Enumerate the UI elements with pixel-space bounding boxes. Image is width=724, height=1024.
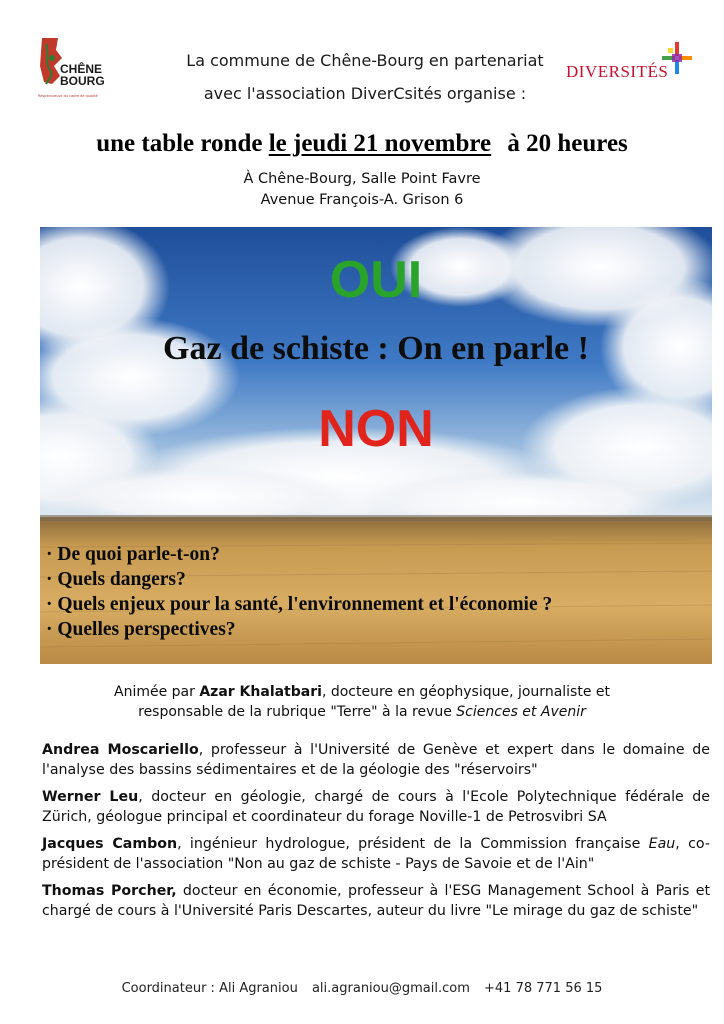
intro-line-2: avec l'association DiverCsités organise :: [203, 84, 527, 103]
coordinator-phone: +41 78 771 56 15: [484, 981, 603, 996]
speaker-name: Andrea Moscariello: [42, 742, 199, 758]
venue-line-2: Avenue François-A. Grison 6: [260, 192, 464, 208]
question-item: · Quels enjeux pour la santé, l'environnement et l'économie ?: [46, 594, 553, 615]
speaker-name: Jacques Cambon: [42, 836, 178, 852]
logo-text-chene: CHÊNE: [60, 62, 103, 76]
coordinator-line: [0, 981, 724, 996]
moderator-desc-1: , docteure en géophysique, journaliste et: [321, 684, 610, 700]
speaker-name: Thomas Porcher,: [42, 883, 177, 899]
coordinator-email[interactable]: ali.agraniou@gmail.com: [311, 981, 470, 996]
moderator-prefix: Animée par: [114, 684, 195, 700]
coordinator-name: Coordinateur : Ali Agraniou: [121, 981, 298, 996]
question-item: · Quelles perspectives?: [46, 619, 236, 640]
speaker-desc: docteur en économie, professeur à l'ESG Management School à Paris et chargé de cours à l'Université Paris Descartes, auteur du livre "Le mirage du gaz de schiste": [42, 883, 711, 919]
moderator-magazine: Sciences et Avenir: [456, 704, 586, 720]
question-item: · Quels dangers?: [46, 569, 186, 590]
colorful-cross-icon: [662, 42, 692, 76]
speaker-desc: , docteur en géologie, chargé de cours à l'Ecole Polytechnique fédérale de Zürich, géologue principal et coordinateur du forage Noville-1 de Petrosvibri SA: [42, 789, 711, 825]
speaker-name: Werner Leu: [42, 789, 139, 805]
chene-bourg-logo: [36, 36, 108, 104]
moderator-desc-2: responsable de la rubrique "Terre" à la revue: [138, 704, 452, 720]
speaker-item: [42, 787, 710, 827]
speaker-desc: , ingénieur hydrologue, président de la Commission française: [177, 836, 649, 852]
questions-list: [46, 542, 552, 642]
moderator-name: Azar Khalatbari: [199, 684, 322, 700]
speaker-desc-em: Eau: [648, 836, 676, 852]
speaker-item: [42, 740, 710, 780]
non-label: NON: [318, 400, 434, 458]
headline: Gaz de schiste : On en parle !: [163, 330, 589, 367]
moderator-line-2: [0, 704, 724, 720]
speaker-desc: , professeur à l'Université de Genève et expert dans le domaine de l'analyse des bassins sédimentaires et de la géologie des "réservoirs": [42, 742, 710, 778]
speaker-desc-tail: , co-président de l'association "Non au gaz de schiste - Pays de Savoie et de l'Ain": [42, 836, 710, 872]
event-title-prefix: une table ronde: [96, 130, 263, 157]
question-item: · De quoi parle-t-on?: [46, 544, 220, 565]
poster-photo: [40, 227, 712, 664]
event-title: [0, 130, 724, 158]
venue-line-1: À Chêne-Bourg, Salle Point Favre: [243, 171, 481, 187]
event-date: le jeudi 21 novembre: [268, 130, 492, 157]
event-time: à 20 heures: [507, 130, 628, 157]
speakers-list: [42, 740, 710, 928]
speaker-item: [42, 834, 710, 874]
logo-text-bourg: BOURG: [60, 74, 105, 88]
logo-tagline: Respectueuse du cadre de qualité: [38, 94, 98, 98]
speaker-item: [42, 881, 710, 921]
diversites-logo-text: DIVERSITÉS: [566, 62, 669, 81]
diversites-logo: [562, 42, 694, 86]
moderator-line-1: [0, 684, 724, 700]
intro-line-1: La commune de Chêne-Bourg en partenariat: [186, 51, 544, 70]
oui-label: OUI: [329, 251, 423, 309]
